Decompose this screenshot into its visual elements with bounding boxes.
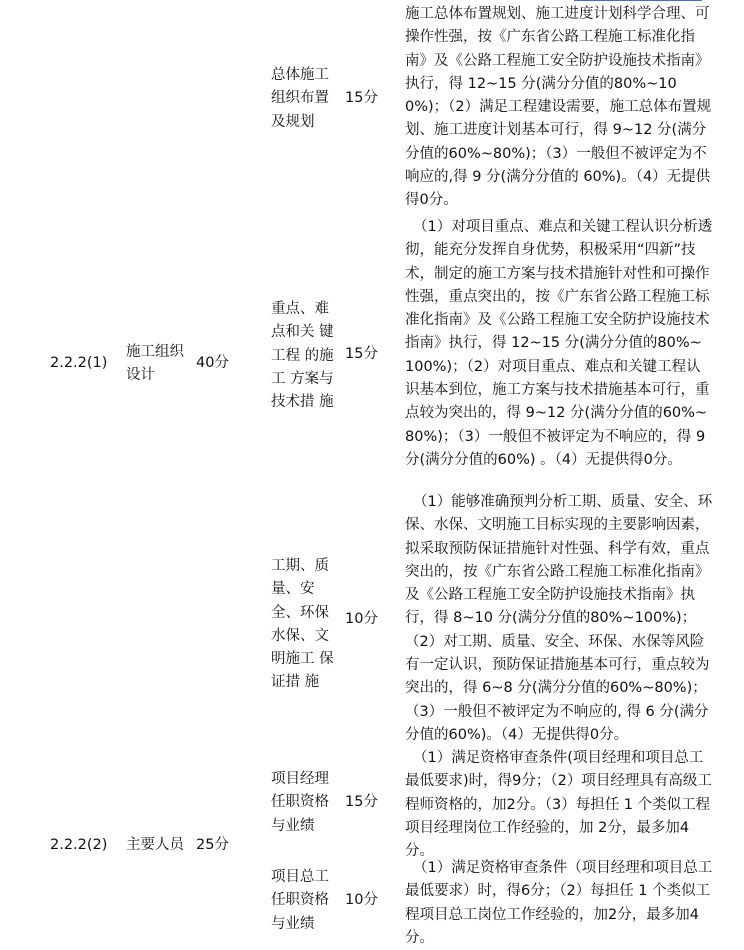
top-edge-line: [574, 0, 702, 1]
section2-score: 25分: [196, 837, 229, 853]
row5-criterion-score: 10分: [345, 892, 378, 908]
row2-criterion-score: 15分: [345, 346, 378, 362]
row4-criterion-score: 15分: [345, 794, 378, 810]
row2-description: （1）对项目重点、难点和关键工程认识分析透彻，能充分发挥自身优势，积极采用“四新”技术，制定的施工方案与技术措施针对性和可操作性强，重点突出的，按《广东省公路工程施工标准化指南》及《公路工程施工安全防护设施技术指南》执行，得 12~15 分(满分分值的80%~ 100%)；（2）对项目重点、难点和关键工程认识基本到位，施工方案与技术措施基本可行，重点较为突出的，得 9~12 分(满分分值的60%~80%)；（3）一般但不被评定为不响应的，得 9 分(满分分值的60%) 。（4）无提供得0分。: [405, 219, 713, 468]
row3-description: （1）能够准确预判分析工期、质量、安全、环保、水保、文明施工目标实现的主要影响因素，拟采取预防保证措施针对性强、科学有效，重点突出的，按《广东省公路工程施工标准化指南》及《公路工程施工安全防护设施技术指南》执行，得 8~10 分(满分分值的80%~100%)；（2）对工期、质量、安全、环保、水保等风险有一定认识，预防保证措施基本可行，重点较为突出的，得 6~8 分(满分分值的60%~80%)；（3）一般但不被评定为不响应的, 得 6 分(满分分值的60%)。（4）无提供得0分。: [405, 494, 713, 743]
row3-criterion-name: 工期、质量、安全、环保水保、文明施工 保证措 施: [271, 558, 334, 691]
row5-description: （1）满足资格审查条件（项目经理和项目总工最低要求）时，得6分；（2）每担任 1 个类似工程项目总工岗位工作经验的，加2分，最多加4分。: [405, 860, 713, 946]
section1-name: 施工组织设计: [126, 344, 184, 384]
row5-criterion-name: 项目总工任职资格与业绩: [271, 869, 329, 932]
row4-description: （1）满足资格审查条件(项目经理和项目总工最低要求)时，得9分；（2）项目经理具有高级工程师资格的，加2分。（3）每担任 1 个类似工程项目经理岗位工作经验的，加 2分，最多加4分。: [405, 750, 712, 860]
section2-number: 2.2.2(2): [50, 837, 108, 853]
row1-description: 施工总体布置规划、施工进度计划科学合理、可操作性强，按《广东省公路工程施工标准化指南》及《公路工程施工安全防护设施技术指南》执行，得 12~15 分(满分分值的80%~100%)；（2）满足工程建设需要，施工总体布置规划、施工进度计划基本可行，得 9~12 分(满分分值的60%~80%)；（3）一般但不被评定为不响应的,得 9 分(满分分值的 60%)。（4）无提供得0分。: [405, 6, 712, 209]
row4-criterion-name: 项目经理任职资格与业绩: [271, 771, 329, 834]
row2-criterion-name: 重点、难点和关 键工程 的施工 方案与技术措 施: [271, 301, 334, 411]
row1-criterion-name: 总体施工组织布置及规划: [271, 67, 329, 130]
row3-criterion-score: 10分: [345, 611, 378, 627]
section2-name: 主要人员: [126, 837, 184, 853]
section1-score: 40分: [196, 355, 229, 371]
section1-number: 2.2.2(1): [50, 355, 108, 371]
row1-criterion-score: 15分: [345, 90, 378, 106]
